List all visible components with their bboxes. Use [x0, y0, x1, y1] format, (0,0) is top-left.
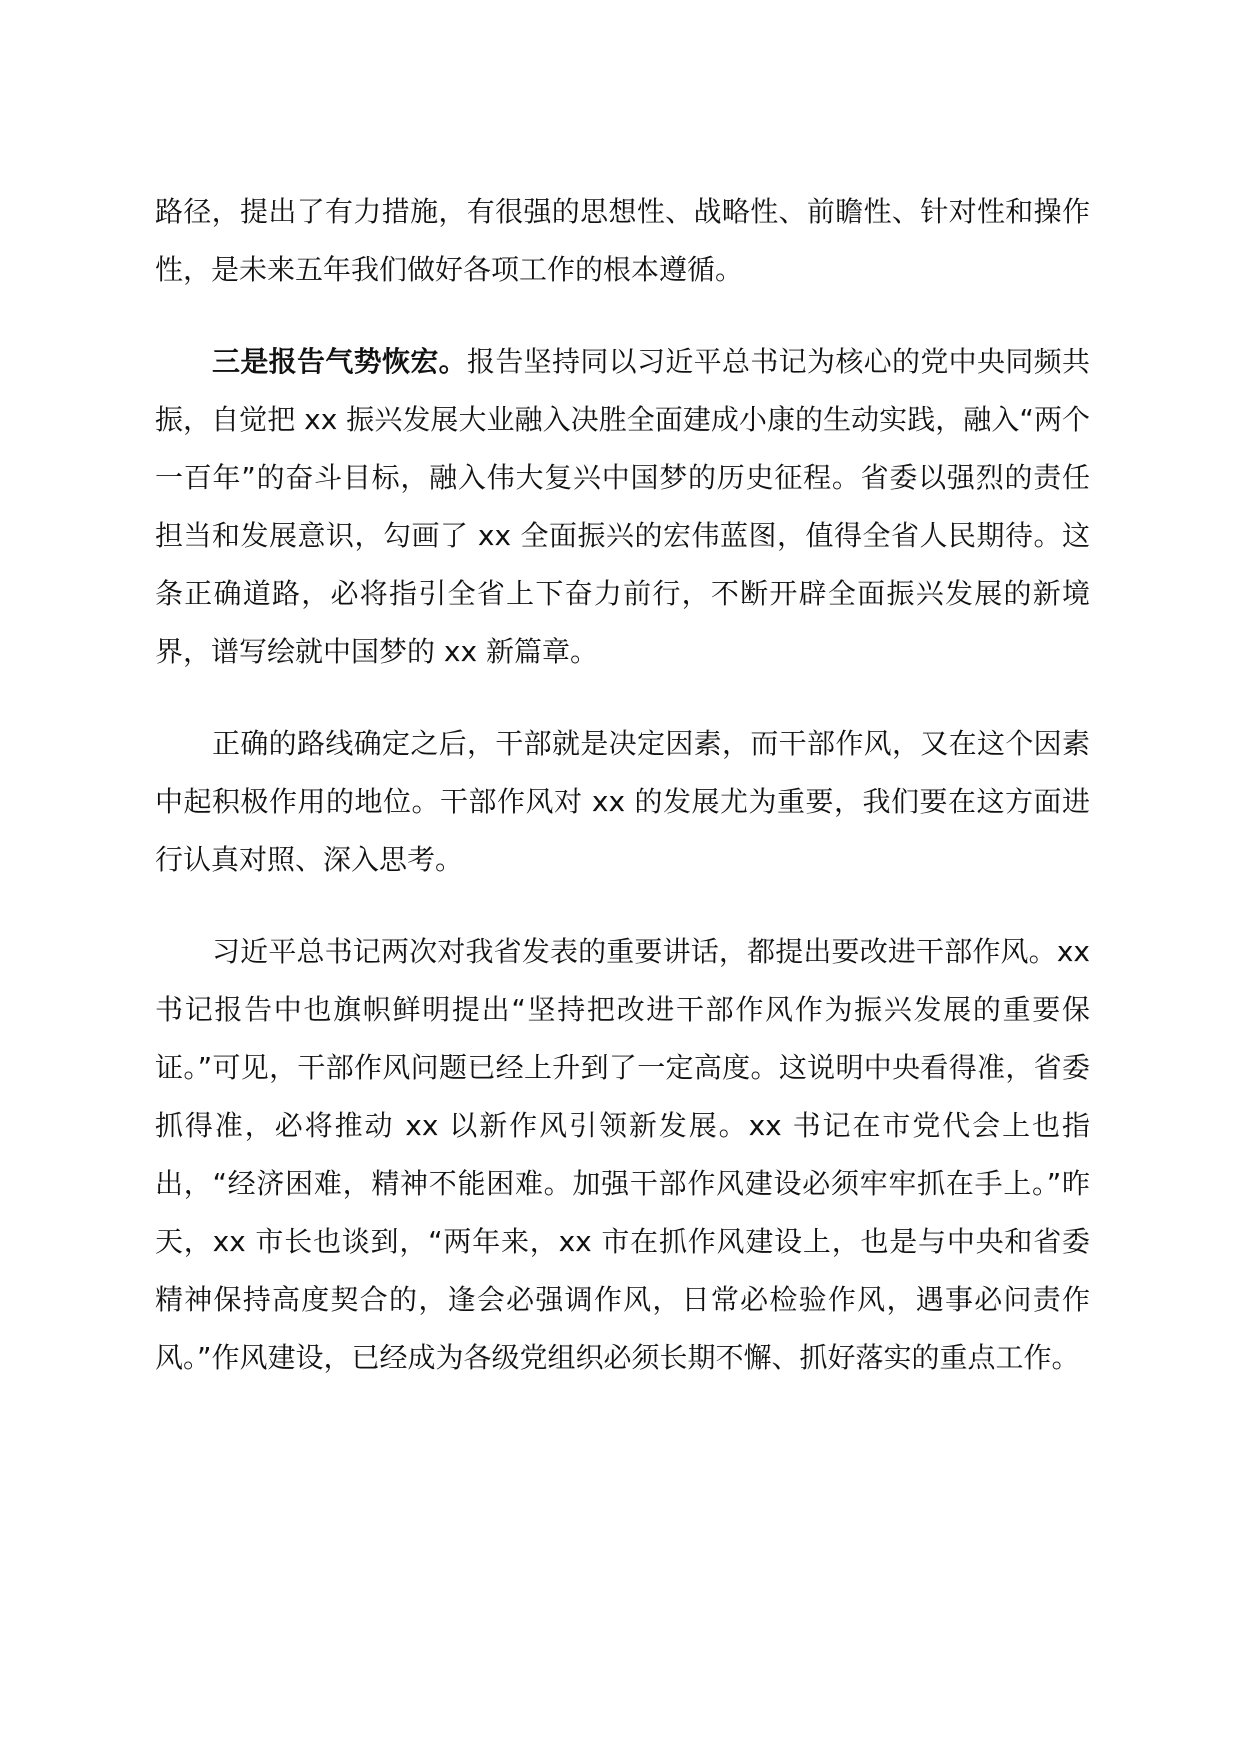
document-body	[155, 183, 1090, 1421]
paragraph-text: 报告坚持同以习近平总书记为核心的党中央同频共振，自觉把 xx 振兴发展大业融入决胜全面建成小康的生动实践，融入“两个一百年”的奋斗目标，融入伟大复兴中国梦的历史征程。省委以强烈的责任担当和发展意识，勾画了 xx 全面振兴的宏伟蓝图，值得全省人民期待。这条正确道路，必将指引全省上下奋力前行，不断开辟全面振兴发展的新境界，谱写绘就中国梦的 xx 新篇章。	[155, 345, 1090, 668]
paragraph-text: 习近平总书记两次对我省发表的重要讲话，都提出要改进干部作风。xx 书记报告中也旗帜鲜明提出“坚持把改进干部作风作为振兴发展的重要保证。”可见，干部作风问题已经上升到了一定高度。这说明中央看得准，省委抓得准，必将推动 xx 以新作风引领新发展。xx 书记在市党代会上也指出，“经济困难，精神不能困难。加强干部作风建设必须牢牢抓在手上。”昨天，xx 市长也谈到，“两年来，xx 市在抓作风建设上，也是与中央和省委精神保持高度契合的，逢会必强调作风，日常必检验作风，遇事必问责作风。”作风建设，已经成为各级党组织必须长期不懈、抓好落实的重点工作。	[155, 935, 1090, 1374]
paragraph-3	[155, 715, 1090, 889]
paragraph-lead-heading: 三是报告气势恢宏。	[212, 345, 467, 378]
paragraph-text: 路径，提出了有力措施，有很强的思想性、战略性、前瞻性、针对性和操作性，是未来五年我们做好各项工作的根本遵循。	[155, 195, 1090, 286]
paragraph-1	[155, 183, 1090, 299]
paragraph-2	[155, 333, 1090, 681]
paragraph-4	[155, 923, 1090, 1387]
paragraph-text: 正确的路线确定之后，干部就是决定因素，而干部作风，又在这个因素中起积极作用的地位。干部作风对 xx 的发展尤为重要，我们要在这方面进行认真对照、深入思考。	[155, 727, 1090, 876]
